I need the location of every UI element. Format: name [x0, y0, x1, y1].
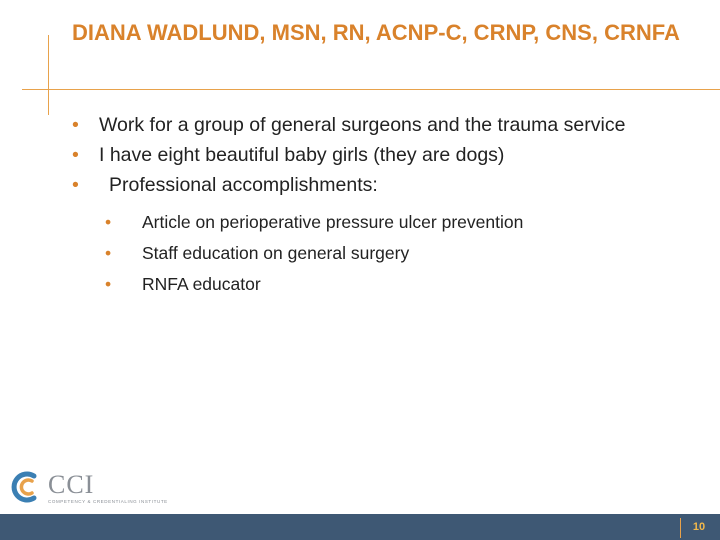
title-horizontal-rule	[22, 89, 720, 90]
bullet-marker: •	[72, 114, 79, 136]
sub-bullet-text: Staff education on general surgery	[142, 243, 410, 263]
footer-bar	[0, 514, 720, 540]
sub-bullet-text: Article on perioperative pressure ulcer prevention	[142, 212, 524, 232]
sub-bullet-text: RNFA educator	[142, 274, 261, 294]
sub-bullet-marker: •	[105, 243, 112, 263]
sub-bullet-marker: •	[105, 212, 112, 232]
title-vertical-rule	[48, 35, 49, 115]
slide-content	[72, 112, 692, 300]
logo-name: CCI	[48, 470, 95, 499]
sub-bullet-item	[72, 207, 692, 238]
bullet-marker: •	[72, 174, 79, 196]
cci-logo	[10, 470, 240, 506]
page-number: 10	[692, 521, 706, 533]
sub-bullet-item	[72, 269, 692, 300]
sub-bullet-list	[72, 207, 692, 300]
logo-tagline: COMPETENCY & CREDENTIALING INSTITUTE	[48, 499, 168, 504]
bullet-text: I have eight beautiful baby girls (they are dogs)	[99, 144, 505, 166]
bullet-item	[72, 142, 692, 169]
bullet-marker: •	[72, 144, 79, 166]
bullet-item	[72, 112, 692, 139]
bullet-text: Professional accomplishments:	[109, 174, 378, 196]
bullet-text: Work for a group of general surgeons and the trauma service	[99, 114, 626, 136]
bullet-item	[72, 172, 692, 199]
footer-divider	[680, 518, 681, 538]
sub-bullet-item	[72, 238, 692, 269]
slide-title: DIANA WADLUND, MSN, RN, ACNP-C, CRNP, CNS, CRNFA	[72, 20, 680, 45]
sub-bullet-marker: •	[105, 274, 112, 294]
cci-logo-icon	[10, 470, 46, 504]
